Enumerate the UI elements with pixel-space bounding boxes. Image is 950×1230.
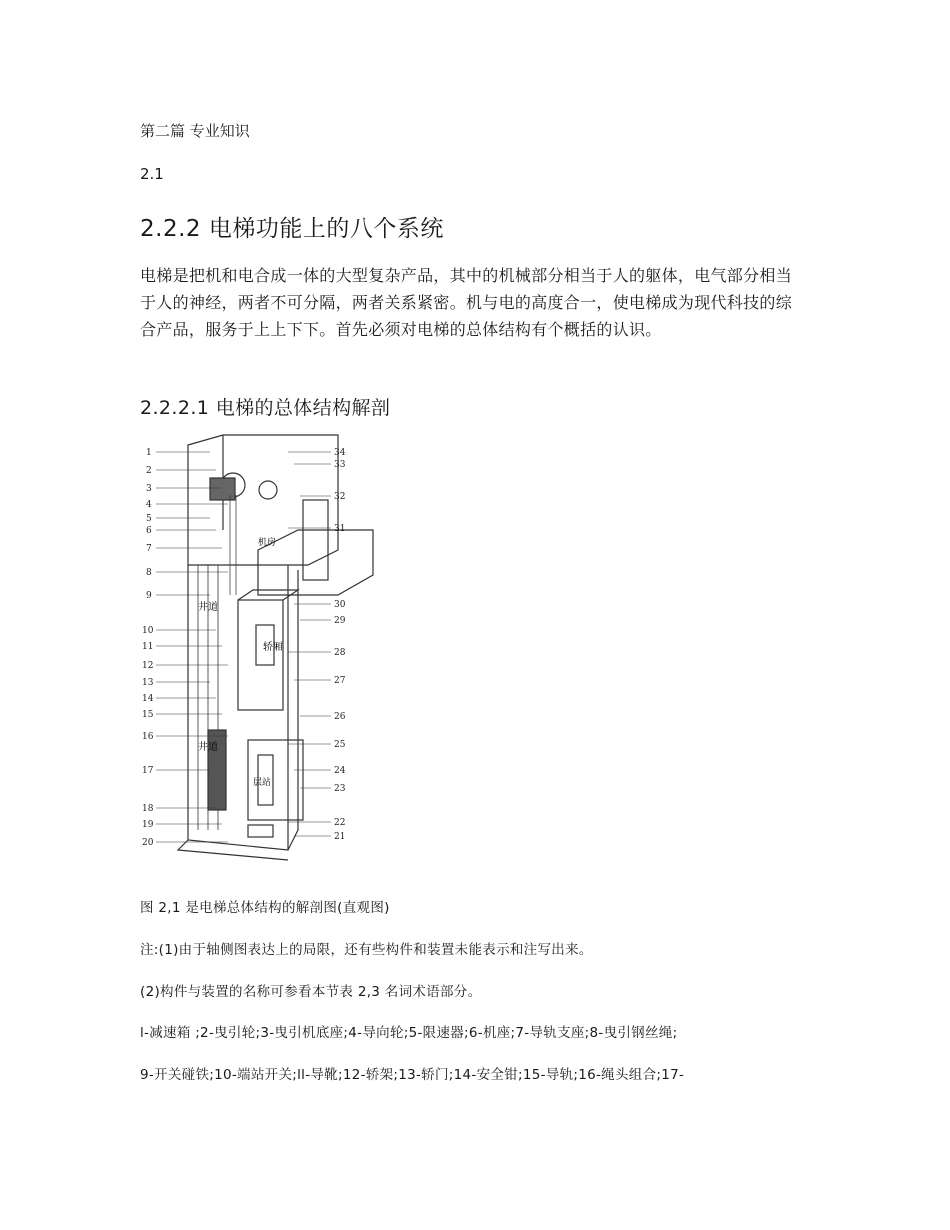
callout-left: 13 (142, 678, 154, 688)
callout-left: 1 (146, 448, 152, 458)
right-leader-lines (288, 452, 331, 836)
callout-left: 3 (146, 484, 152, 494)
note-1: 注:(1)由于轴侧图表达上的局限，还有些构件和装置未能表示和注写出来。 (140, 942, 593, 958)
callout-left: 15 (142, 710, 154, 720)
machine-room-label: 机房 (258, 538, 277, 548)
note-2: (2)构件与装置的名称可参看本节表 2,3 名词术语部分。 (140, 984, 482, 1000)
callout-left: 9 (146, 591, 152, 601)
landing-label: 层站 (253, 778, 272, 788)
callout-right: 22 (334, 818, 346, 828)
deflector-sheave (259, 481, 277, 499)
callout-right: 23 (334, 784, 346, 794)
callout-right: 30 (334, 600, 346, 610)
callout-left: 8 (146, 568, 152, 578)
callout-right: 34 (334, 448, 346, 458)
callout-left: 16 (142, 732, 154, 742)
subsection-heading: 2.2.2.1 电梯的总体结构解剖 (140, 397, 391, 419)
callout-right: 26 (334, 712, 346, 722)
elevator-structure-figure (138, 430, 383, 875)
car-body (238, 600, 283, 710)
part-heading: 第二篇 专业知识 (140, 122, 250, 140)
callout-left: 19 (142, 820, 154, 830)
control-cabinet (303, 500, 328, 580)
callout-right: 29 (334, 616, 346, 626)
right-callout-numbers (334, 448, 346, 842)
callout-left: 4 (146, 500, 152, 510)
callout-left: 17 (142, 766, 154, 776)
legend-line-1: l-减速箱 ;2-曳引轮;3-曳引机底座;4-导向轮;5-限速器;6-机座;7-导轨支座;8-曳引钢丝绳; (140, 1025, 678, 1041)
callout-right: 27 (334, 676, 346, 686)
legend-line-2: 9-开关碰铁;10-端站开关;ll-导靴;12-轿架;13-轿门;14-安全钳;15-导轨;16-绳头组合;17- (140, 1067, 685, 1083)
gearbox (210, 478, 235, 500)
chapter-heading: 2.1 (140, 165, 164, 183)
shaft-label-upper: 井道 (198, 602, 218, 613)
figure-caption: 图 2,1 是电梯总体结构的解剖图(直观图) (140, 900, 390, 916)
car-label: 轿厢 (263, 642, 283, 653)
callout-right: 24 (334, 766, 346, 776)
elevator-structure-diagram (138, 430, 383, 875)
callout-left: 12 (142, 661, 154, 671)
intro-paragraph: 电梯是把机和电合成一体的大型复杂产品，其中的机械部分相当于人的躯体，电气部分相当于人的神经，两者不可分隔，两者关系紧密。机与电的高度合一，使电梯成为现代科技的综合产品，服务于上上下下。首先必须对电梯的总体结构有个概括的认识。 (140, 266, 793, 339)
callout-right: 32 (334, 492, 346, 502)
callout-left: 5 (146, 514, 152, 524)
callout-left: 11 (142, 642, 154, 652)
pit-outline (178, 840, 288, 860)
callout-right: 31 (334, 524, 346, 534)
callout-left: 6 (146, 526, 152, 536)
callout-right: 21 (334, 832, 346, 842)
callout-right: 28 (334, 648, 346, 658)
shaft-label-lower: 井道 (198, 742, 218, 753)
callout-left: 10 (142, 626, 154, 636)
left-callout-numbers (142, 448, 154, 848)
section-heading: 2.2.2 电梯功能上的八个系统 (140, 216, 444, 242)
callout-left: 20 (142, 838, 154, 848)
callout-left: 7 (146, 544, 152, 554)
shaft-side-wall (288, 570, 298, 850)
callout-right: 33 (334, 460, 346, 470)
callout-left: 18 (142, 804, 154, 814)
hoist-ropes (230, 495, 236, 595)
callout-right: 25 (334, 740, 346, 750)
callout-left: 14 (142, 694, 154, 704)
buffer (248, 825, 273, 837)
callout-left: 2 (146, 466, 152, 476)
